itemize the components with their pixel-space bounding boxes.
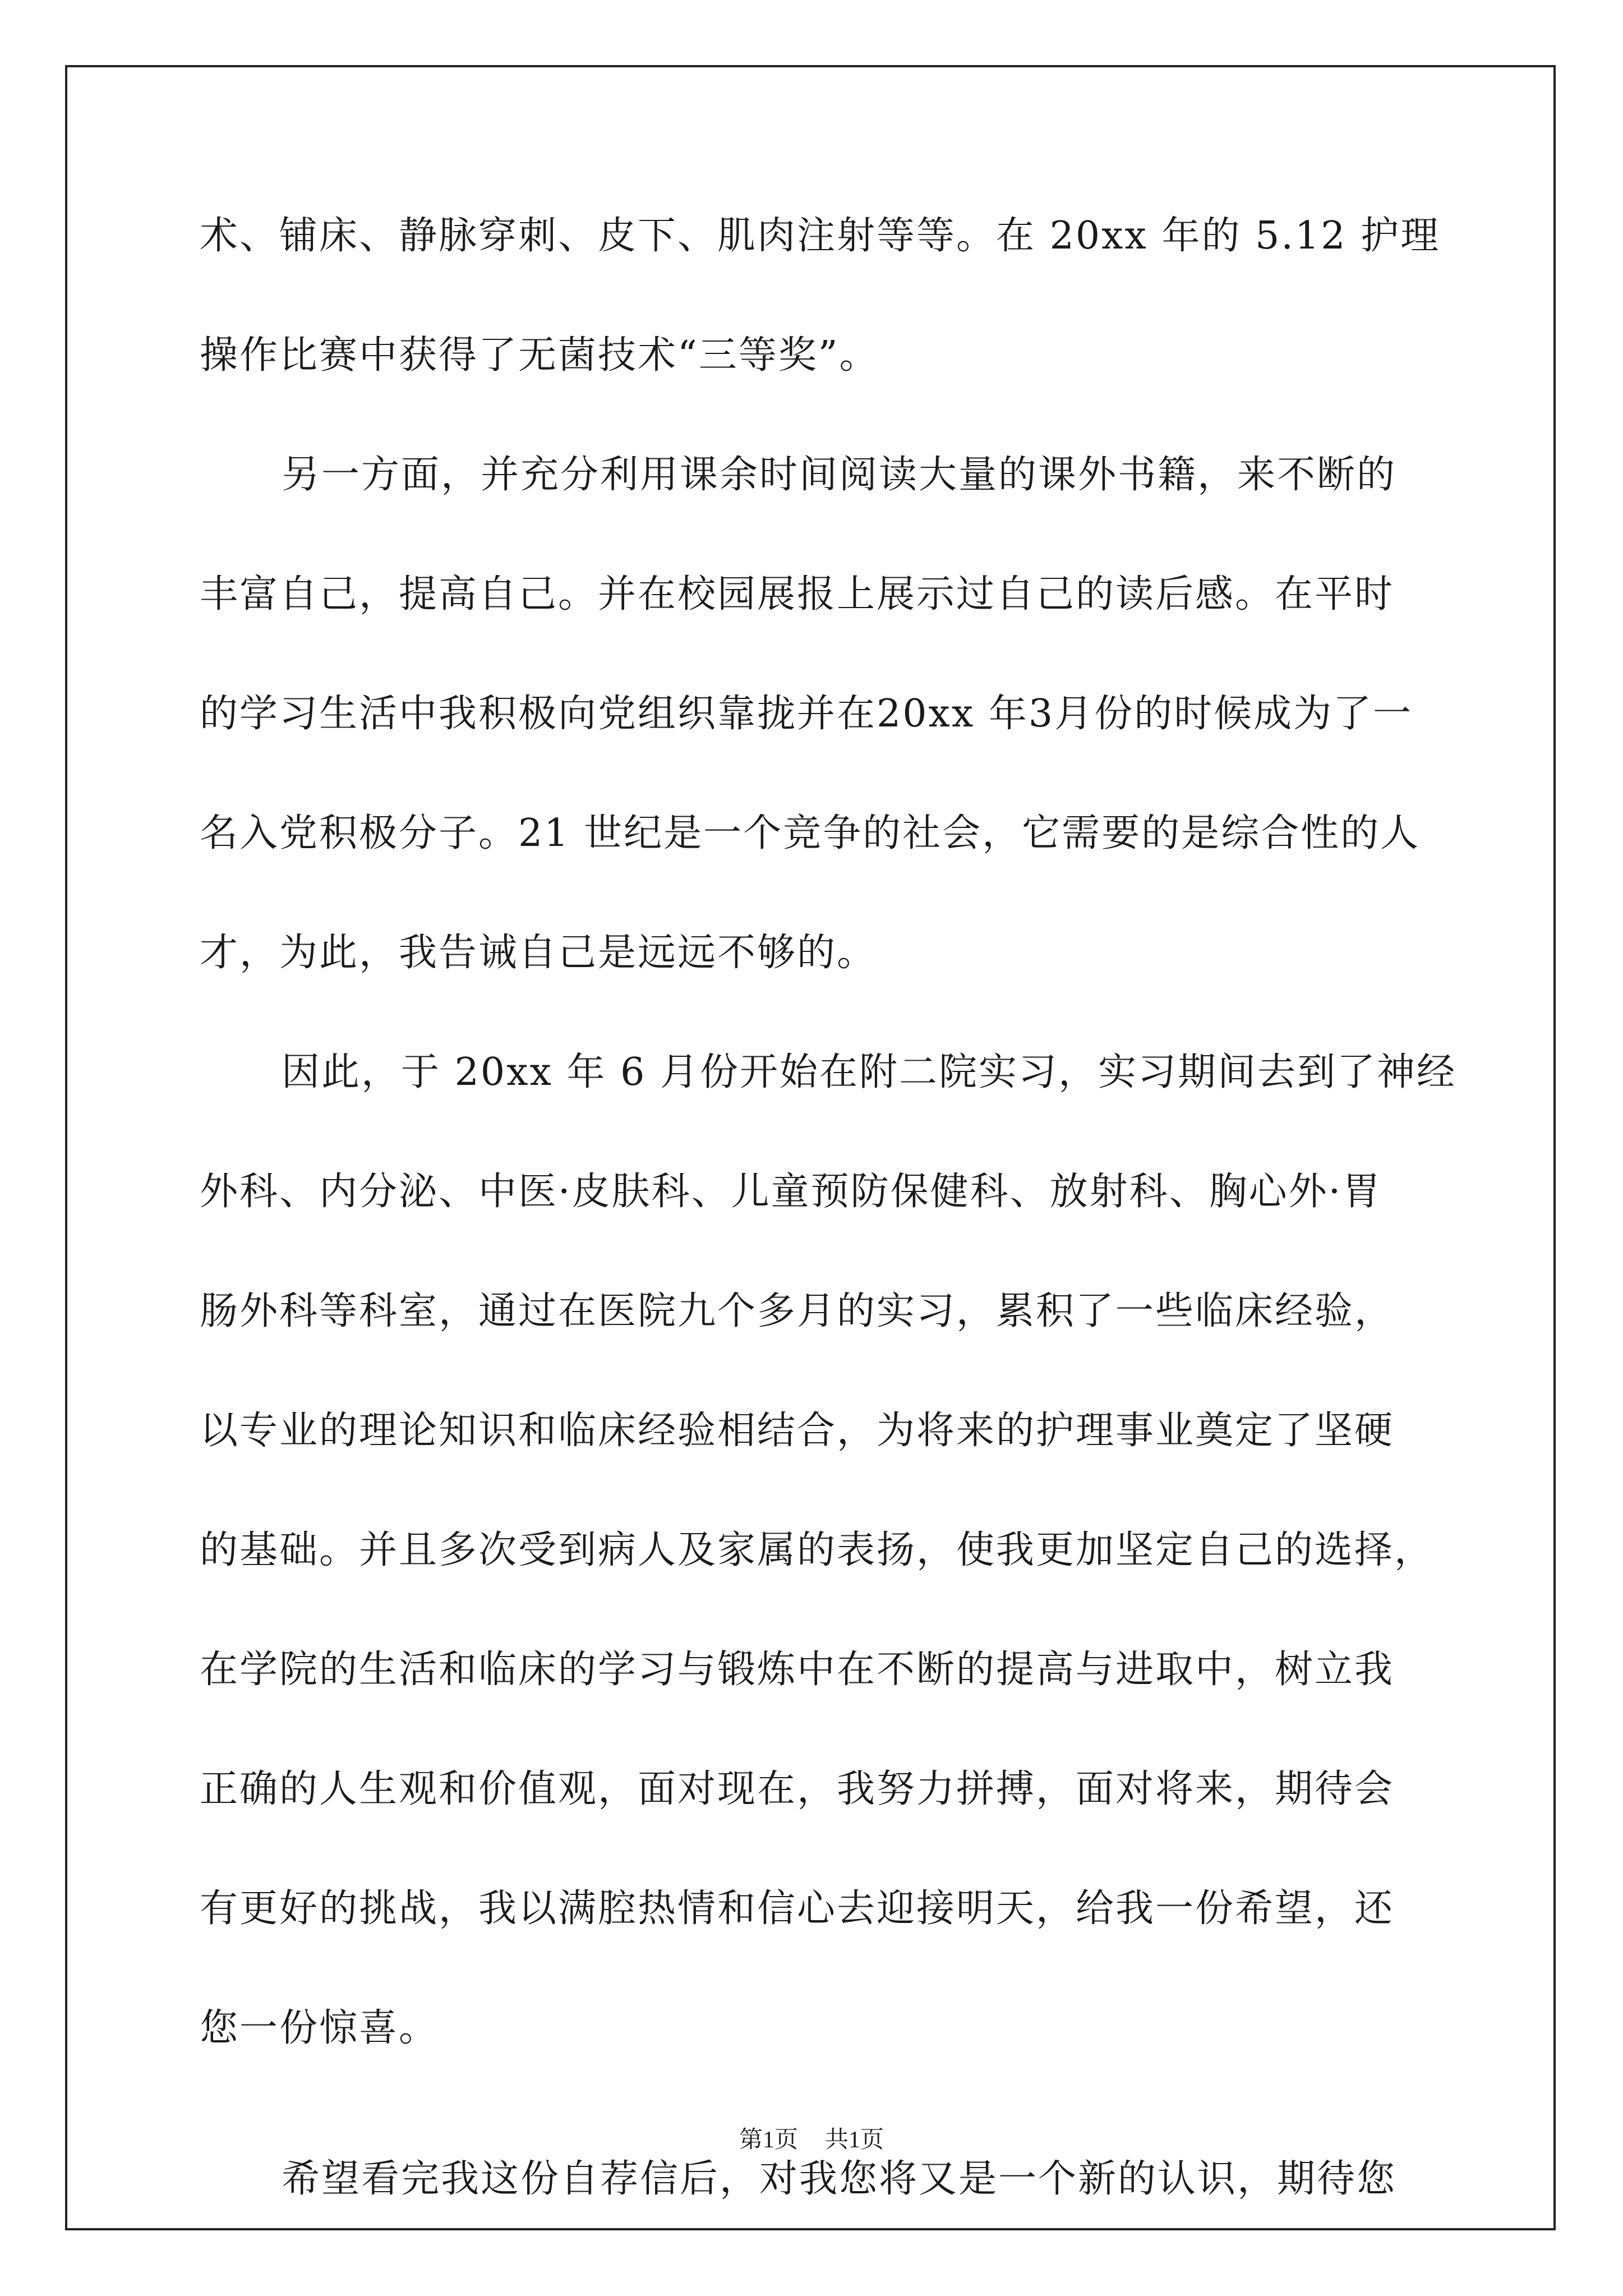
text-line: 肠外科等科室，通过在医院九个多月的实习，累积了一些临床经验， [200,1289,1395,1333]
text-line: 外科、内分泌、中医·皮肤科、儿童预防保健科、放射科、胸心外·胃 [200,1170,1382,1214]
text-line: 在学院的生活和临床的学习与锻炼中在不断的提高与进取中，树立我 [200,1648,1395,1692]
text-line: 术、铺床、静脉穿刺、皮下、肌肉注射等等。在 20xx 年的 5.12 护理 [200,214,1441,258]
paragraph [200,453,1484,975]
paragraph [200,1051,1484,2050]
text-line: 操作比赛中获得了无菌技术“三等奖”。 [200,333,879,378]
page-footer [0,2126,1623,2154]
text-line: 以专业的理论知识和临床经验相结合，为将来的护理事业奠定了坚硬 [200,1409,1395,1453]
text-line: 才，为此，我告诫自己是远远不够的。 [200,931,877,975]
paragraph [200,214,1484,378]
text-line: 丰富自己，提高自己。并在校园展报上展示过自己的读后感。在平时 [200,572,1395,616]
text-line: 您一份惊喜。 [200,2006,439,2050]
paragraph [200,2157,1484,2201]
text-line: 正确的人生观和价值观，面对现在，我努力拼搏，面对将来，期待会 [200,1767,1395,1811]
text-line: 有更好的挑战，我以满腔热情和信心去迎接明天，给我一份希望，还 [200,1887,1395,1931]
text-line: 希望看完我这份自荐信后，对我您将又是一个新的认识，期待您 [282,2157,1397,2201]
text-line: 的基础。并且多次受到病人及家属的表扬，使我更加坚定自己的选择， [200,1528,1435,1572]
text-line: 另一方面，并充分利用课余时间阅读大量的课外书籍，来不断的 [282,453,1397,497]
page-number: 第1页 [739,2127,798,2153]
text-line: 名入党积极分子。21 世纪是一个竞争的社会，它需要的是综合性的人 [200,811,1421,855]
text-line: 因此，于 20xx 年 6 月份开始在附二院实习，实习期间去到了神经 [282,1050,1456,1094]
text-line: 的学习生活中我积极向党组织靠拢并在20xx 年3月份的时候成为了一 [200,692,1413,736]
page-total: 共1页 [825,2127,884,2153]
document-body [200,214,1484,2201]
